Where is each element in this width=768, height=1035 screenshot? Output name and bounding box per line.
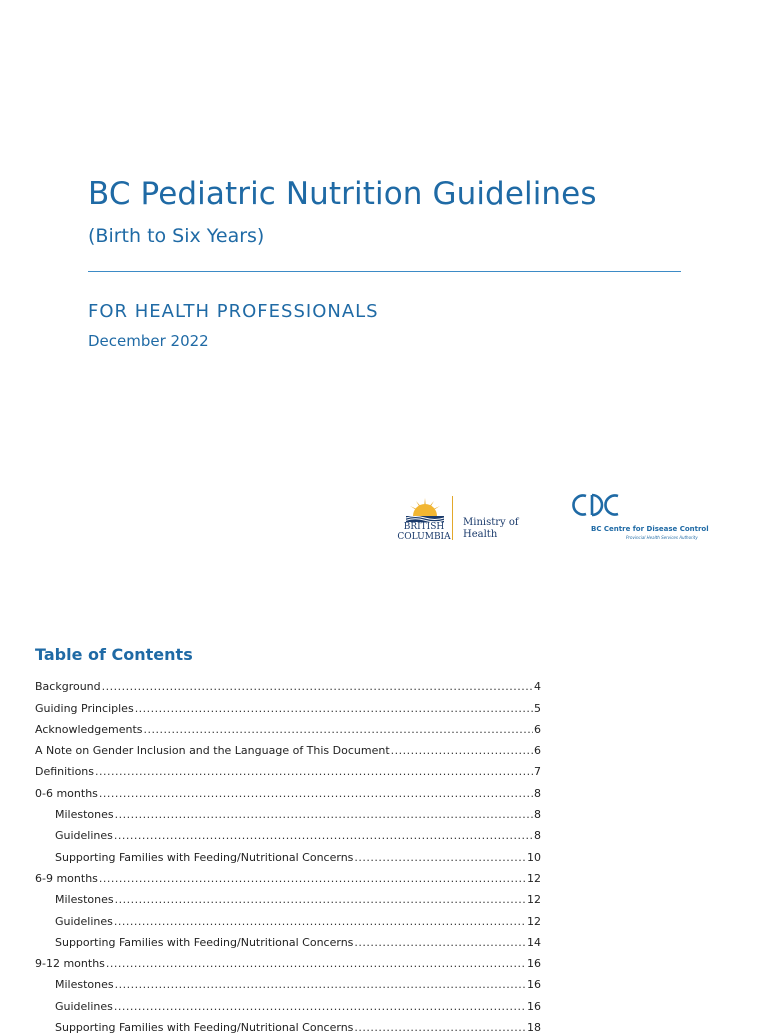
toc-entry-6-9-guidelines[interactable]: Guidelines ..... 12 — [35, 907, 541, 928]
toc-entry-0-6-milestones[interactable]: Milestones ..... 8 — [35, 801, 541, 822]
toc-entry-6-9-months[interactable]: 6-9 months ..... 12 — [35, 865, 541, 886]
toc-entry-guiding-principles[interactable]: Guiding Principles ..... 5 — [35, 694, 541, 715]
toc-entry-acknowledgements[interactable]: Acknowledgements ..... 6 — [35, 716, 541, 737]
document-subtitle: (Birth to Six Years) — [88, 225, 265, 247]
publication-date: December 2022 — [88, 332, 209, 350]
table-of-contents — [35, 673, 541, 1035]
document-title: BC Pediatric Nutrition Guidelines — [88, 176, 597, 212]
cdc-authority: Provincial Health Services Authority — [626, 535, 698, 540]
toc-entry-9-12-supporting-families[interactable]: Supporting Families with Feeding/Nutritional Concerns ..... 18 — [35, 1014, 541, 1035]
cdc-name: BC Centre for Disease Control — [591, 525, 709, 533]
bc-ministry-of-health-logo — [396, 494, 521, 542]
toc-entry-9-12-milestones[interactable]: Milestones ..... 16 — [35, 971, 541, 992]
title-divider — [88, 271, 681, 272]
toc-entry-6-9-milestones[interactable]: Milestones ..... 12 — [35, 886, 541, 907]
bccdc-logo — [572, 492, 709, 544]
cdc-mark-icon — [572, 492, 632, 520]
toc-entry-0-6-supporting-families[interactable]: Supporting Families with Feeding/Nutritional Concerns ..... 10 — [35, 843, 541, 864]
toc-title: Table of Contents — [35, 645, 193, 664]
ministry-name: Ministry of Health — [463, 517, 519, 540]
toc-entry-9-12-months[interactable]: 9-12 months ..... 16 — [35, 950, 541, 971]
bc-wordmark: BRITISH COLUMBIA — [397, 522, 451, 542]
toc-entry-0-6-months[interactable]: 0-6 months ..... 8 — [35, 779, 541, 800]
toc-entry-gender-inclusion[interactable]: A Note on Gender Inclusion and the Language of This Document ..... 6 — [35, 737, 541, 758]
toc-entry-definitions[interactable]: Definitions ..... 7 — [35, 758, 541, 779]
logo-divider — [452, 496, 453, 540]
toc-entry-9-12-guidelines[interactable]: Guidelines ..... 16 — [35, 992, 541, 1013]
audience-label: FOR HEALTH PROFESSIONALS — [88, 301, 379, 322]
toc-entry-6-9-supporting-families[interactable]: Supporting Families with Feeding/Nutritional Concerns ..... 14 — [35, 929, 541, 950]
toc-entry-0-6-guidelines[interactable]: Guidelines ..... 8 — [35, 822, 541, 843]
toc-entry-background[interactable]: Background ..... 4 — [35, 673, 541, 694]
bc-sun-icon — [404, 494, 446, 522]
